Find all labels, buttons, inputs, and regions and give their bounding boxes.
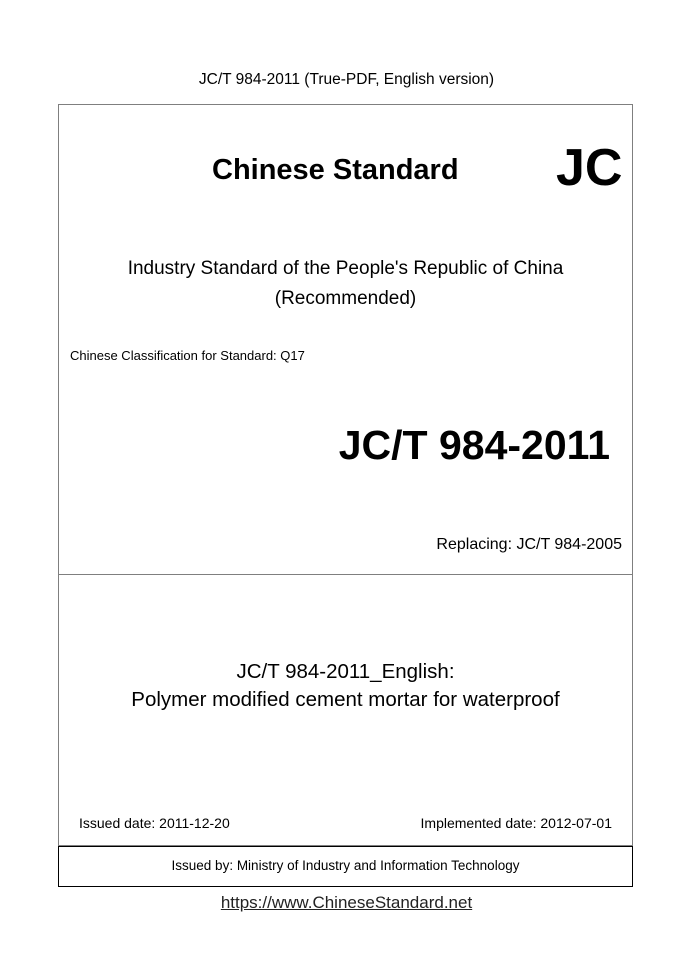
standard-code-mark: JC [556,139,623,197]
issued-date: Issued date: 2011-12-20 [79,815,230,831]
replacing-text: Replacing: JC/T 984-2005 [436,536,622,553]
page-header: JC/T 984-2011 (True-PDF, English version) [198,71,495,88]
classification-text: Chinese Classification for Standard: Q17 [70,348,305,363]
issuer-box: Issued by: Ministry of Industry and Information Technology [58,846,633,887]
recommended-line: (Recommended) [274,288,417,309]
document-number: JC/T 984-2011 [338,422,610,468]
implemented-date: Implemented date: 2012-07-01 [420,815,612,831]
industry-standard-line: Industry Standard of the People's Republic of China [127,258,564,279]
standard-title: Chinese Standard [212,154,459,186]
footer-link[interactable]: https://www.ChineseStandard.net [220,893,473,912]
document-title-line1: JC/T 984-2011_English: [236,660,455,683]
document-title-line2: Polymer modified cement mortar for waterproof [131,688,560,711]
